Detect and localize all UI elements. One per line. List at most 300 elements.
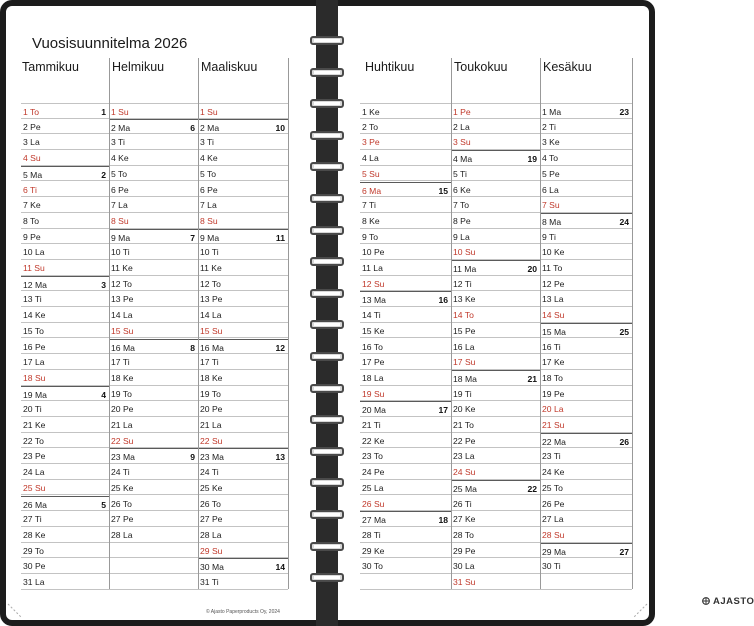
day-label: 30 La bbox=[453, 561, 475, 572]
day-row bbox=[198, 166, 288, 182]
day-label: 13 Ma bbox=[362, 295, 386, 306]
day-row bbox=[198, 244, 288, 260]
day-row bbox=[360, 370, 451, 386]
day-row bbox=[198, 433, 288, 449]
day-row bbox=[451, 323, 540, 339]
day-label: 9 To bbox=[362, 231, 379, 242]
day-label: 28 To bbox=[453, 529, 474, 540]
day-label: 20 Pe bbox=[111, 404, 134, 415]
day-label: 8 Pe bbox=[453, 215, 471, 226]
day-label: 31 Su bbox=[453, 577, 476, 587]
day-row bbox=[540, 323, 632, 339]
day-label: 28 Ti bbox=[362, 529, 381, 540]
day-label: 29 To bbox=[23, 545, 44, 556]
day-row bbox=[21, 543, 109, 559]
day-label: 26 Ma bbox=[23, 499, 47, 510]
day-label: 8 Ma bbox=[542, 216, 562, 227]
day-label: 25 Ke bbox=[111, 482, 134, 493]
day-label: 21 Ke bbox=[23, 420, 46, 430]
day-label: 23 Ma bbox=[111, 452, 135, 463]
day-label: 11 To bbox=[542, 263, 563, 273]
ajasto-logo-icon bbox=[702, 597, 710, 605]
spiral-ring-icon bbox=[310, 447, 346, 457]
day-row bbox=[198, 339, 288, 355]
day-label: 15 Su bbox=[200, 325, 223, 336]
column-divider bbox=[632, 58, 633, 589]
day-row bbox=[360, 134, 451, 150]
day-label: 10 Pe bbox=[362, 247, 385, 258]
day-row bbox=[198, 574, 288, 590]
day-label: 2 Ti bbox=[542, 121, 556, 132]
day-label: 24 Ti bbox=[200, 467, 219, 478]
day-label: 3 Pe bbox=[362, 137, 380, 148]
day-label: 4 Ke bbox=[111, 153, 129, 164]
day-label: 25 Ke bbox=[200, 482, 223, 493]
day-label: 10 Su bbox=[453, 247, 476, 258]
day-row bbox=[198, 103, 288, 119]
spiral-ring-icon bbox=[310, 289, 346, 299]
day-row bbox=[451, 229, 540, 245]
spiral-ring-icon bbox=[310, 194, 346, 204]
day-label: 27 Pe bbox=[111, 514, 134, 525]
spiral-ring-icon bbox=[310, 226, 346, 236]
day-label: 24 Pe bbox=[362, 467, 385, 478]
day-row bbox=[451, 244, 540, 260]
week-number: 27 bbox=[619, 546, 629, 557]
day-row bbox=[360, 339, 451, 355]
day-label: 28 La bbox=[111, 529, 133, 540]
day-label: 23 Ti bbox=[542, 451, 561, 462]
day-label: 18 Ke bbox=[200, 372, 223, 383]
day-label: 20 Ma bbox=[362, 405, 386, 416]
day-row bbox=[109, 496, 198, 512]
day-row bbox=[21, 574, 109, 590]
day-row bbox=[198, 213, 288, 229]
day-row bbox=[21, 386, 109, 402]
day-row bbox=[451, 433, 540, 449]
day-label: 21 To bbox=[453, 420, 474, 430]
spiral-ring-icon bbox=[310, 352, 346, 362]
day-row bbox=[451, 558, 540, 574]
day-row bbox=[451, 213, 540, 229]
day-label: 20 Ti bbox=[23, 404, 42, 415]
day-row bbox=[21, 433, 109, 449]
day-label: 13 La bbox=[542, 294, 564, 305]
day-label: 3 Ti bbox=[200, 137, 214, 148]
day-label: 9 Pe bbox=[23, 231, 41, 242]
day-label: 9 Ma bbox=[200, 232, 220, 243]
day-row bbox=[198, 417, 288, 433]
day-label: 20 Pe bbox=[200, 404, 223, 415]
day-row bbox=[360, 386, 451, 402]
month-name: Toukokuu bbox=[454, 60, 508, 74]
day-row bbox=[540, 197, 632, 213]
day-label: 18 Ma bbox=[453, 373, 477, 384]
day-row bbox=[540, 511, 632, 527]
day-row bbox=[198, 182, 288, 198]
day-label: 23 To bbox=[362, 451, 383, 462]
day-row bbox=[21, 119, 109, 135]
day-row bbox=[198, 276, 288, 292]
day-row bbox=[540, 276, 632, 292]
day-row bbox=[451, 103, 540, 119]
day-row bbox=[109, 244, 198, 260]
day-row bbox=[109, 527, 198, 543]
day-label: 22 Pe bbox=[453, 435, 476, 446]
day-label: 11 Ke bbox=[200, 263, 222, 273]
day-row bbox=[109, 433, 198, 449]
day-row bbox=[451, 574, 540, 590]
day-label: 7 Su bbox=[542, 200, 560, 211]
day-row bbox=[360, 182, 451, 198]
week-number: 12 bbox=[275, 342, 285, 353]
week-number: 15 bbox=[438, 185, 448, 196]
day-row bbox=[451, 166, 540, 182]
spiral-ring-icon bbox=[310, 131, 346, 141]
day-row bbox=[540, 401, 632, 417]
day-label: 25 Ma bbox=[453, 483, 477, 494]
week-number: 6 bbox=[190, 122, 195, 133]
day-label: 1 Ke bbox=[362, 107, 380, 117]
day-label: 5 Pe bbox=[542, 168, 560, 179]
day-row bbox=[109, 197, 198, 213]
spiral-ring-icon bbox=[310, 542, 346, 552]
left-page bbox=[10, 10, 316, 616]
day-row bbox=[540, 119, 632, 135]
day-row bbox=[360, 244, 451, 260]
day-row bbox=[360, 527, 451, 543]
day-label: 14 Ti bbox=[362, 310, 381, 321]
day-label: 13 Ti bbox=[23, 294, 42, 305]
day-label: 27 La bbox=[542, 514, 564, 525]
day-row bbox=[109, 119, 198, 135]
day-row bbox=[360, 307, 451, 323]
day-label: 14 Ke bbox=[23, 310, 46, 321]
day-label: 23 Ma bbox=[200, 452, 224, 463]
day-label: 9 La bbox=[453, 231, 470, 242]
day-label: 28 La bbox=[200, 529, 222, 540]
day-label: 26 Su bbox=[362, 498, 385, 509]
day-row bbox=[21, 166, 109, 182]
day-row bbox=[109, 276, 198, 292]
day-row bbox=[198, 134, 288, 150]
brand-name: AJASTO bbox=[713, 596, 754, 607]
day-label: 2 To bbox=[362, 121, 379, 132]
day-row bbox=[109, 134, 198, 150]
day-label: 4 To bbox=[542, 153, 559, 164]
day-row bbox=[540, 244, 632, 260]
day-label: 17 Ti bbox=[200, 357, 219, 368]
day-label: 9 Ti bbox=[542, 231, 556, 242]
week-number: 16 bbox=[438, 295, 448, 306]
column-divider bbox=[288, 58, 289, 589]
day-row bbox=[540, 433, 632, 449]
binding-spine bbox=[316, 0, 338, 626]
day-label: 8 To bbox=[23, 215, 40, 226]
day-row bbox=[540, 496, 632, 512]
day-label: 6 Ti bbox=[23, 184, 37, 195]
day-row bbox=[198, 496, 288, 512]
column-divider bbox=[109, 58, 110, 589]
day-row bbox=[360, 260, 451, 276]
day-label: 10 La bbox=[23, 247, 45, 258]
day-row bbox=[540, 448, 632, 464]
day-row bbox=[540, 150, 632, 166]
month-name: Kesäkuu bbox=[543, 60, 592, 74]
day-label: 23 Pe bbox=[23, 451, 46, 462]
spiral-ring-icon bbox=[310, 510, 346, 520]
day-row bbox=[109, 417, 198, 433]
day-label: 2 Ma bbox=[200, 122, 220, 133]
day-label: 30 Pe bbox=[23, 561, 46, 572]
month-name: Maaliskuu bbox=[201, 60, 258, 74]
day-row bbox=[109, 354, 198, 370]
day-row bbox=[451, 386, 540, 402]
brand-logo bbox=[702, 596, 754, 607]
page-corner-fold-icon bbox=[8, 604, 24, 618]
day-row bbox=[21, 182, 109, 198]
month-name: Tammikuu bbox=[22, 60, 79, 74]
day-label: 9 Ma bbox=[111, 232, 131, 243]
day-row bbox=[198, 307, 288, 323]
day-label: 24 Ti bbox=[111, 467, 130, 478]
day-row bbox=[451, 370, 540, 386]
day-row bbox=[21, 480, 109, 496]
day-row bbox=[21, 229, 109, 245]
day-label: 11 La bbox=[362, 263, 383, 273]
day-row bbox=[198, 511, 288, 527]
day-label: 15 Ma bbox=[542, 326, 566, 337]
day-label: 11 Su bbox=[23, 263, 45, 273]
day-label: 14 Su bbox=[542, 310, 565, 321]
day-row bbox=[21, 197, 109, 213]
week-number: 2 bbox=[101, 169, 106, 180]
day-row bbox=[360, 543, 451, 559]
day-label: 7 Ti bbox=[362, 200, 376, 211]
day-row bbox=[109, 213, 198, 229]
day-label: 6 Pe bbox=[200, 184, 218, 195]
empty-row bbox=[540, 574, 632, 590]
day-label: 2 Pe bbox=[23, 121, 41, 132]
day-row bbox=[360, 119, 451, 135]
day-label: 26 To bbox=[200, 498, 221, 509]
day-row bbox=[198, 558, 288, 574]
day-row bbox=[540, 134, 632, 150]
day-row bbox=[540, 480, 632, 496]
day-label: 21 Ti bbox=[362, 420, 381, 430]
day-row bbox=[540, 103, 632, 119]
day-row bbox=[21, 134, 109, 150]
week-number: 5 bbox=[101, 499, 106, 510]
day-label: 26 Pe bbox=[542, 498, 565, 509]
day-row bbox=[109, 150, 198, 166]
day-row bbox=[109, 307, 198, 323]
week-number: 8 bbox=[190, 342, 195, 353]
day-label: 13 Ke bbox=[453, 294, 476, 305]
day-row bbox=[451, 543, 540, 559]
day-label: 24 La bbox=[23, 467, 45, 478]
day-row bbox=[451, 480, 540, 496]
day-row bbox=[109, 386, 198, 402]
day-row bbox=[451, 511, 540, 527]
day-label: 10 Ke bbox=[542, 247, 565, 258]
page-corner-fold-icon bbox=[631, 604, 647, 618]
day-row bbox=[21, 511, 109, 527]
day-row bbox=[451, 291, 540, 307]
day-label: 17 Ke bbox=[542, 357, 565, 368]
day-row bbox=[109, 464, 198, 480]
day-label: 19 Su bbox=[362, 388, 385, 399]
day-row bbox=[21, 150, 109, 166]
day-row bbox=[198, 386, 288, 402]
day-label: 3 Su bbox=[453, 137, 471, 148]
day-row bbox=[360, 480, 451, 496]
day-row bbox=[21, 370, 109, 386]
day-row bbox=[198, 323, 288, 339]
day-row bbox=[109, 339, 198, 355]
day-label: 14 To bbox=[453, 310, 474, 321]
day-label: 12 Su bbox=[362, 278, 385, 289]
day-row bbox=[198, 150, 288, 166]
day-label: 16 To bbox=[362, 341, 383, 352]
day-row bbox=[360, 417, 451, 433]
day-label: 5 Ti bbox=[453, 168, 467, 179]
day-label: 17 La bbox=[23, 357, 45, 368]
week-number: 19 bbox=[527, 154, 537, 165]
day-row bbox=[109, 166, 198, 182]
day-label: 15 Pe bbox=[453, 325, 476, 336]
month-name: Huhtikuu bbox=[365, 60, 415, 74]
spiral-ring-icon bbox=[310, 162, 346, 172]
day-row bbox=[109, 291, 198, 307]
day-row bbox=[540, 417, 632, 433]
day-label: 7 La bbox=[200, 200, 217, 211]
day-row bbox=[540, 354, 632, 370]
day-row bbox=[360, 276, 451, 292]
day-label: 28 Ke bbox=[23, 529, 46, 540]
day-row bbox=[540, 370, 632, 386]
day-label: 12 To bbox=[111, 278, 132, 289]
week-number: 3 bbox=[101, 279, 106, 290]
week-number: 1 bbox=[101, 107, 106, 117]
day-label: 1 Su bbox=[111, 107, 129, 117]
day-row bbox=[360, 354, 451, 370]
day-label: 13 Pe bbox=[111, 294, 134, 305]
day-label: 6 Pe bbox=[111, 184, 129, 195]
copyright-text: © Ajasto Paperproducts Oy, 2024 bbox=[206, 609, 280, 615]
day-row bbox=[198, 480, 288, 496]
page-title: Vuosisuunnitelma 2026 bbox=[32, 35, 188, 52]
day-row bbox=[360, 558, 451, 574]
day-row bbox=[21, 323, 109, 339]
day-label: 19 Ti bbox=[453, 388, 472, 399]
day-label: 16 Pe bbox=[23, 341, 46, 352]
spiral-ring-icon bbox=[310, 36, 346, 46]
day-row bbox=[360, 150, 451, 166]
day-label: 24 Su bbox=[453, 467, 476, 478]
day-row bbox=[198, 119, 288, 135]
day-label: 19 Pe bbox=[542, 388, 565, 399]
day-row bbox=[21, 307, 109, 323]
day-label: 5 To bbox=[200, 168, 217, 179]
day-label: 22 Ma bbox=[542, 436, 566, 447]
day-row bbox=[21, 448, 109, 464]
day-label: 11 Ma bbox=[453, 264, 477, 274]
day-row bbox=[360, 213, 451, 229]
column-divider bbox=[451, 58, 452, 589]
day-label: 29 Ma bbox=[542, 546, 566, 557]
day-label: 19 To bbox=[111, 388, 132, 399]
day-label: 7 La bbox=[111, 200, 128, 211]
day-row bbox=[451, 339, 540, 355]
day-row bbox=[451, 354, 540, 370]
day-row bbox=[109, 260, 198, 276]
day-label: 22 Su bbox=[111, 435, 134, 446]
day-row bbox=[198, 229, 288, 245]
day-row bbox=[21, 527, 109, 543]
day-row bbox=[21, 354, 109, 370]
day-label: 14 La bbox=[200, 310, 222, 321]
day-label: 25 To bbox=[542, 482, 563, 493]
day-label: 19 Ma bbox=[23, 389, 47, 400]
day-label: 7 Ke bbox=[23, 200, 41, 211]
day-label: 3 Ti bbox=[111, 137, 125, 148]
empty-row bbox=[109, 574, 198, 590]
day-row bbox=[198, 291, 288, 307]
day-row bbox=[540, 527, 632, 543]
day-label: 21 La bbox=[200, 420, 222, 430]
day-row bbox=[360, 166, 451, 182]
day-row bbox=[109, 448, 198, 464]
day-row bbox=[540, 543, 632, 559]
empty-row bbox=[109, 558, 198, 574]
day-label: 3 Ke bbox=[542, 137, 560, 148]
day-row bbox=[21, 276, 109, 292]
day-row bbox=[360, 464, 451, 480]
day-row bbox=[198, 527, 288, 543]
week-number: 21 bbox=[527, 373, 537, 384]
day-label: 4 Su bbox=[23, 153, 41, 164]
day-row bbox=[21, 244, 109, 260]
spiral-ring-icon bbox=[310, 573, 346, 583]
day-label: 27 Ke bbox=[453, 514, 476, 525]
week-number: 25 bbox=[619, 326, 629, 337]
day-label: 16 Ma bbox=[111, 342, 135, 353]
day-row bbox=[21, 401, 109, 417]
day-row bbox=[21, 558, 109, 574]
day-label: 27 Pe bbox=[200, 514, 223, 525]
day-label: 15 Su bbox=[111, 325, 134, 336]
day-row bbox=[360, 511, 451, 527]
week-number: 18 bbox=[438, 515, 448, 526]
day-row bbox=[540, 386, 632, 402]
week-number: 26 bbox=[619, 436, 629, 447]
day-label: 29 Su bbox=[200, 545, 223, 556]
day-row bbox=[198, 197, 288, 213]
day-label: 17 Pe bbox=[362, 357, 385, 368]
day-row bbox=[540, 339, 632, 355]
day-label: 4 Ma bbox=[453, 154, 473, 165]
day-label: 18 La bbox=[362, 372, 384, 383]
day-label: 21 Su bbox=[542, 420, 565, 430]
day-label: 6 Ma bbox=[362, 185, 382, 196]
day-row bbox=[540, 213, 632, 229]
day-row bbox=[109, 182, 198, 198]
day-label: 18 Ke bbox=[111, 372, 134, 383]
day-row bbox=[540, 166, 632, 182]
day-label: 10 Ti bbox=[200, 247, 219, 258]
day-label: 23 La bbox=[453, 451, 475, 462]
